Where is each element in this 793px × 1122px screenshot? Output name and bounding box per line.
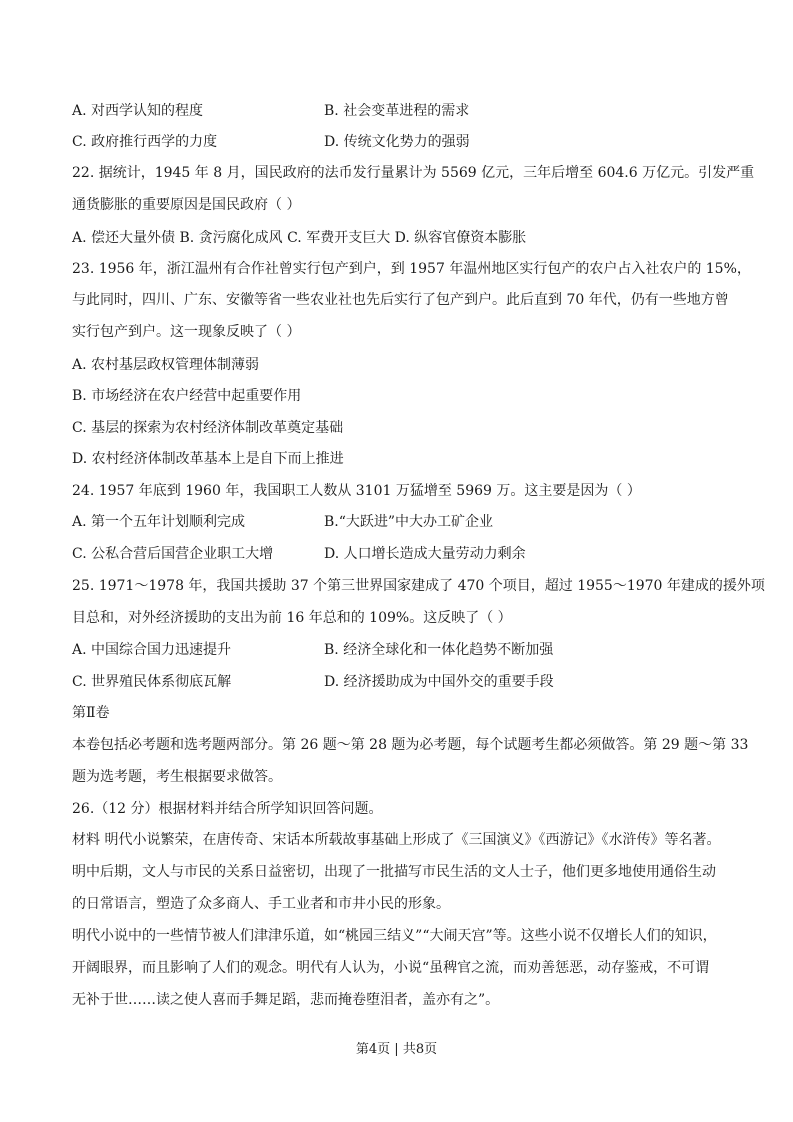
q22-options: A. 偿还大量外债 B. 贪污腐化成风 C. 军费开支巨大 D. 纵容官僚资本膨胀	[72, 230, 527, 246]
part2-heading: 第Ⅱ卷	[72, 705, 110, 721]
q24-option-d: D. 人口增长造成大量劳动力剩余	[324, 546, 526, 562]
q26-material-line2: 明中后期，文人与市民的关系日益密切，出现了一批描写市民生活的文人士子，他们更多地使用通俗生动	[72, 864, 716, 880]
q26-material-line6: 无补于世……读之使人喜而手舞足蹈，悲而掩卷堕泪者，盖亦有之”。	[72, 992, 500, 1008]
q23-option-a: A. 农村基层政权管理体制薄弱	[72, 357, 260, 373]
q26-material-line1: 材料 明代小说繁荣，在唐传奇、宋话本所载故事基础上形成了《三国演义》《西游记》《水浒传》等名著。	[72, 832, 721, 848]
q23-stem-line2: 与此同时，四川、广东、安徽等省一些农业社也先后实行了包产到户。此后直到 70 年代，仍有一些地方曾	[72, 292, 729, 308]
q23-option-b: B. 市场经济在农户经营中起重要作用	[72, 388, 302, 404]
q25-stem-line1: 25. 1971～1978 年，我国共援助 37 个第三世界国家建成了 470 个项目，超过 1955～1970 年建成的援外项	[72, 578, 765, 594]
q23-option-c: C. 基层的探索为农村经济体制改革奠定基础	[72, 420, 344, 436]
q25-option-c: C. 世界殖民体系彻底瓦解	[72, 674, 232, 690]
q25-option-a: A. 中国综合国力迅速提升	[72, 642, 232, 658]
q22-stem-line1: 22. 据统计，1945 年 8 月，国民政府的法币发行量累计为 5569 亿元，三年后增至 604.6 万亿元。引发严重	[72, 165, 755, 181]
page-number-footer: 第4页 | 共8页	[355, 1042, 438, 1057]
q25-option-d: D. 经济援助成为中国外交的重要手段	[324, 674, 554, 690]
q26-material-line5: 开阔眼界，而且影响了人们的观念。明代有人认为，小说“虽稗官之流，而劝善惩恶，动存鉴戒，不可谓	[72, 960, 710, 976]
q24-option-c: C. 公私合营后国营企业职工大增	[72, 546, 274, 562]
q23-stem-line1: 23. 1956 年，浙江温州有合作社曾实行包产到户，到 1957 年温州地区实行包产的农户占入社农户的 15%，	[72, 261, 751, 277]
q21-option-a: A. 对西学认知的程度	[72, 103, 204, 119]
part2-intro-line2: 题为选考题，考生根据要求做答。	[72, 769, 282, 785]
q24-stem: 24. 1957 年底到 1960 年，我国职工人数从 3101 万猛增至 5969 万。这主要是因为（ ）	[72, 483, 641, 499]
q26-material-line3: 的日常语言，塑造了众多商人、手工业者和市井小民的形象。	[72, 896, 450, 912]
q21-option-c: C. 政府推行西学的力度	[72, 134, 218, 150]
q22-stem-line2: 通货膨胀的重要原因是国民政府（ ）	[72, 197, 301, 213]
q23-stem-line3: 实行包产到户。这一现象反映了（ ）	[72, 324, 301, 340]
q26-material-line4: 明代小说中的一些情节被人们津津乐道，如“桃园三结义”“大闹天宫”等。这些小说不仅增长人们的知识，	[72, 928, 717, 944]
q21-option-d: D. 传统文化势力的强弱	[324, 134, 470, 150]
q25-option-b: B. 经济全球化和一体化趋势不断加强	[324, 642, 554, 658]
q24-option-a: A. 第一个五年计划顺利完成	[72, 514, 246, 530]
q26-stem: 26.（12 分）根据材料并结合所学知识回答问题。	[72, 801, 383, 817]
part2-intro-line1: 本卷包括必考题和选考题两部分。第 26 题～第 28 题为必考题，每个试题考生都必须做答。第 29 题～第 33	[72, 737, 749, 753]
q24-option-b: B.“大跃进”中大办工矿企业	[324, 514, 494, 530]
q21-option-b: B. 社会变革进程的需求	[324, 103, 470, 119]
q23-option-d: D. 农村经济体制改革基本上是自下而上推进	[72, 451, 344, 467]
q25-stem-line2: 目总和，对外经济援助的支出为前 16 年总和的 109%。这反映了（ ）	[72, 610, 512, 626]
